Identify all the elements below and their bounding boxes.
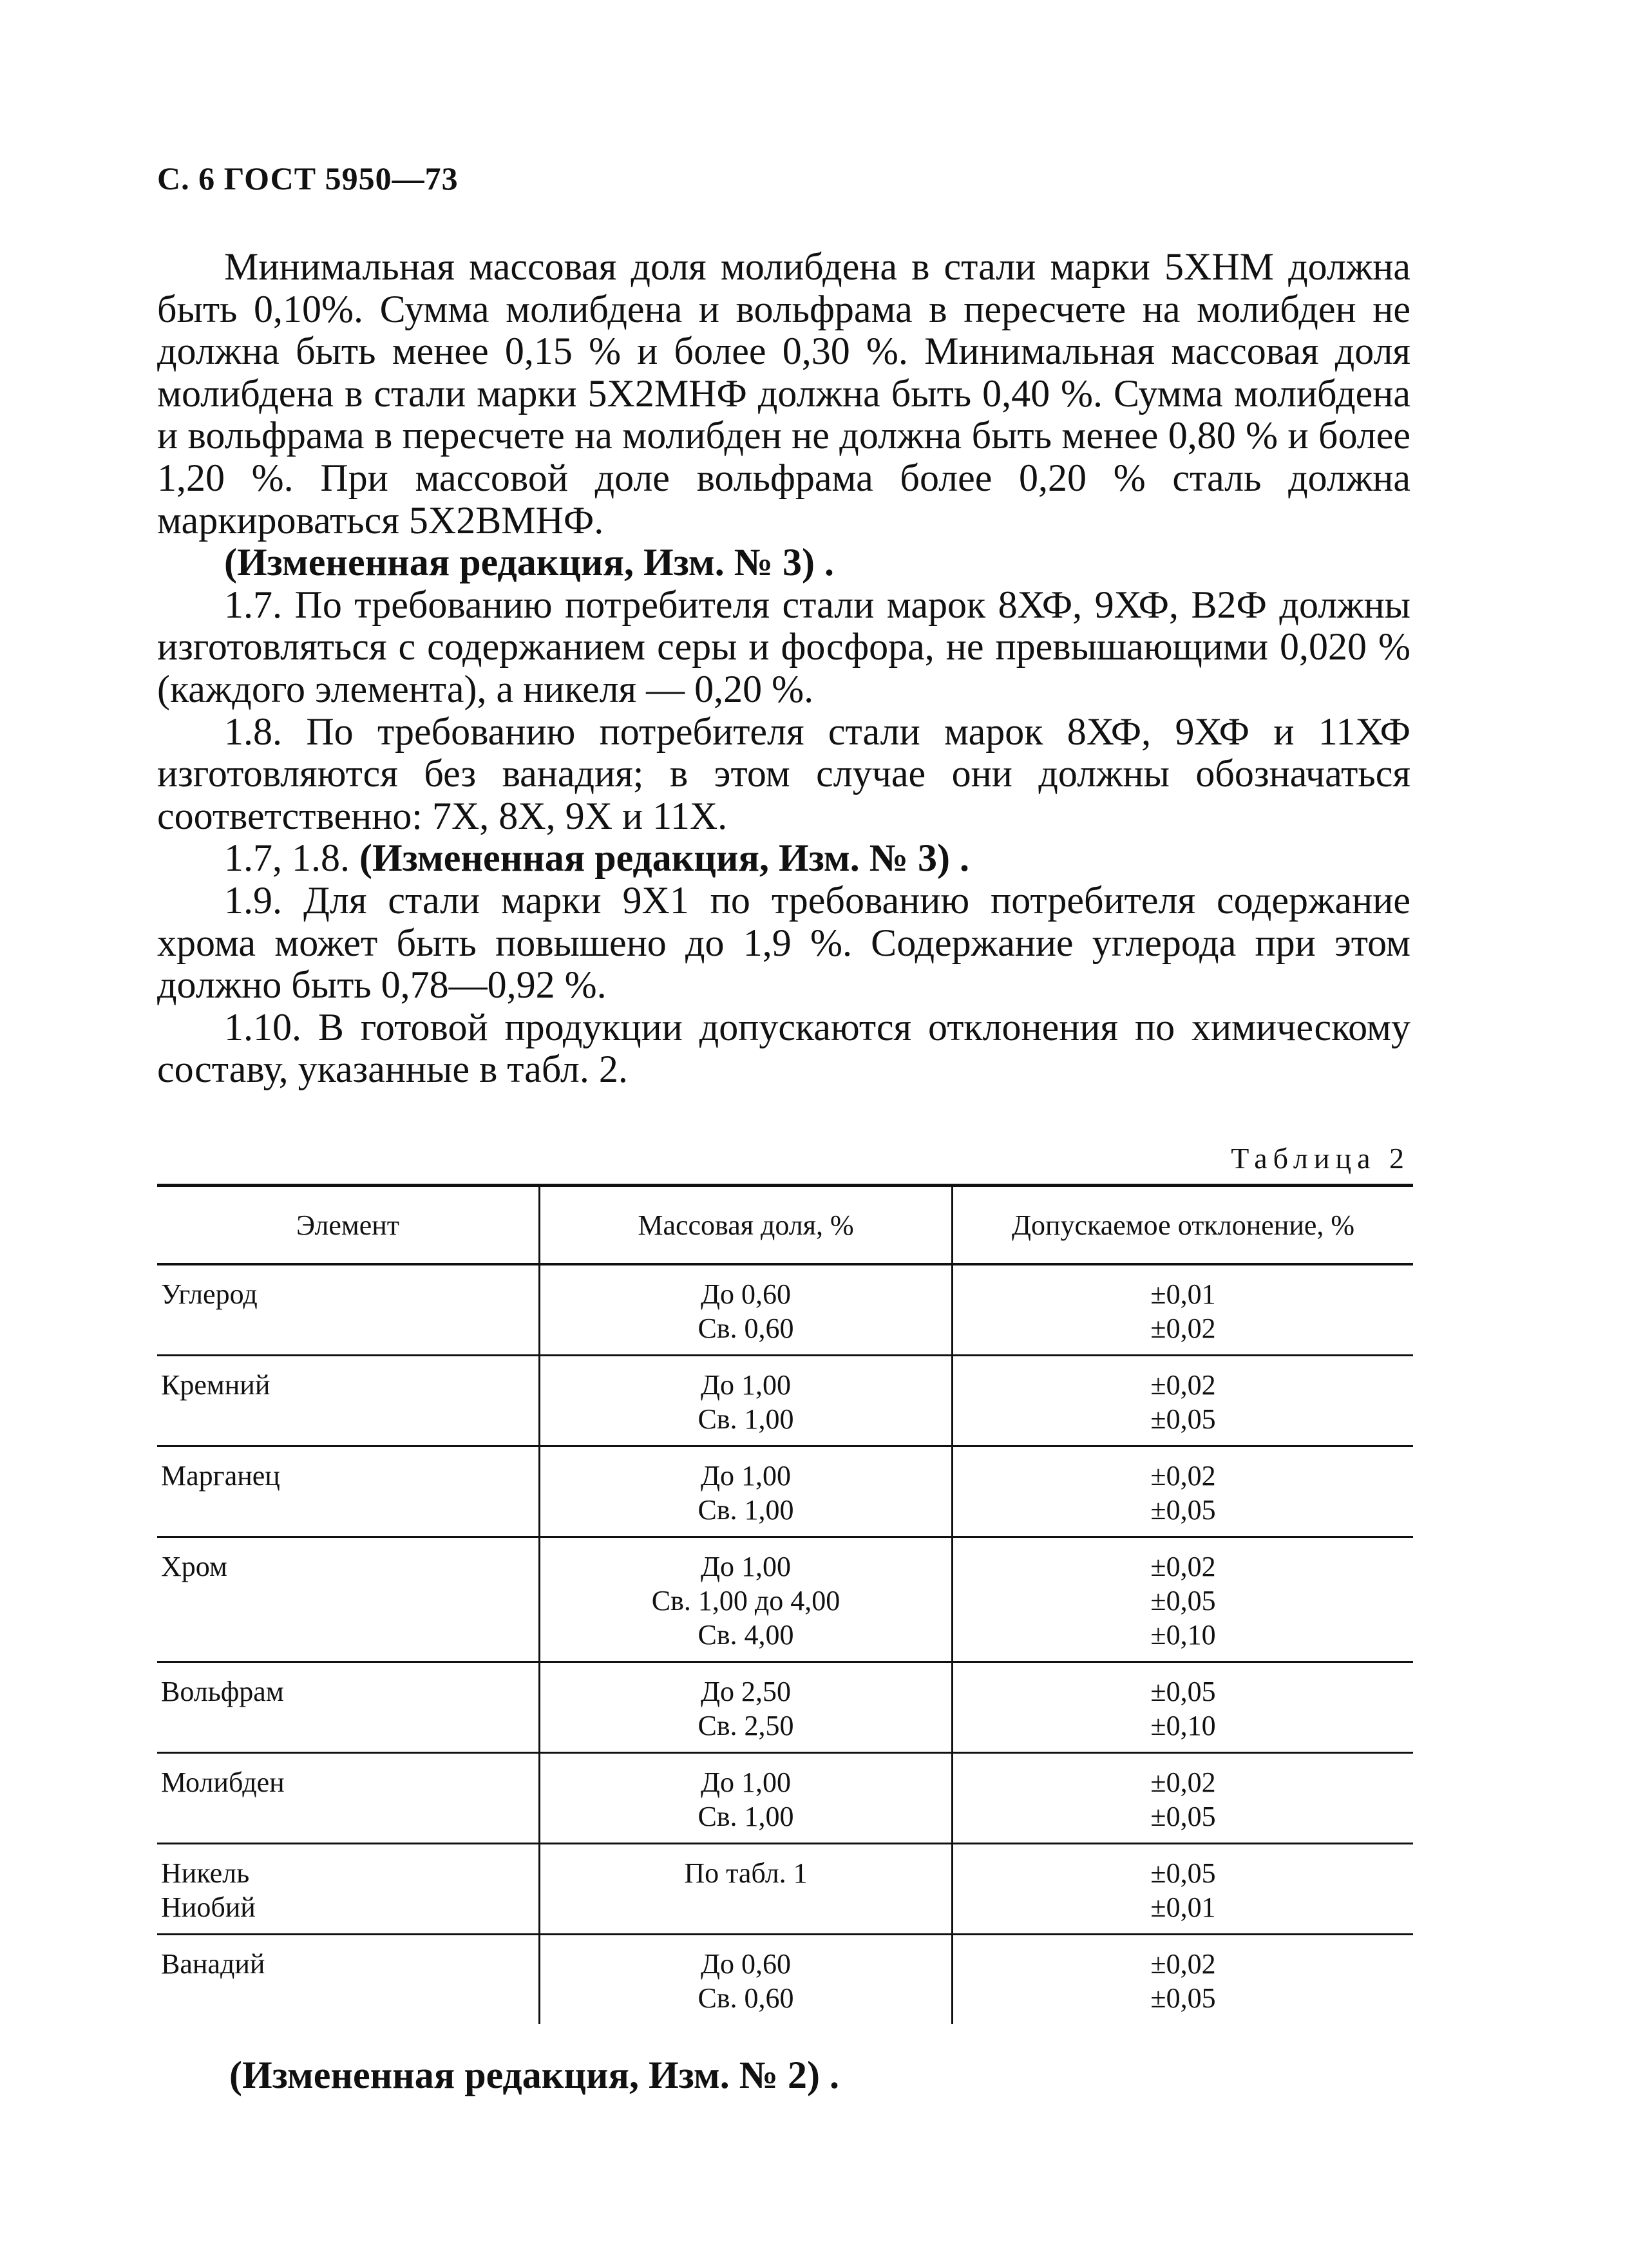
cell-mass-fraction-line: Св. 0,60 — [698, 1313, 794, 1344]
cell-deviation — [953, 1935, 1414, 2025]
header-element: Элемент — [157, 1186, 540, 1265]
cell-mass-fraction-line: До 2,50 — [700, 1676, 791, 1707]
cell-deviation-line: ±0,02 — [1150, 1551, 1216, 1582]
cell-mass-fraction — [540, 1662, 953, 1753]
table-row — [157, 1537, 1413, 1662]
cell-element — [157, 1356, 540, 1446]
paragraph-1-7-1-8-amendment — [157, 837, 1410, 880]
cell-element — [157, 1935, 540, 2025]
footer-amendment-note: (Измененная редакция, Изм. № 2) . — [229, 2054, 840, 2096]
cell-mass-fraction-line: До 1,00 — [700, 1767, 791, 1798]
table-row — [157, 1844, 1413, 1935]
cell-mass-fraction-line: Св. 1,00 — [698, 1403, 794, 1435]
table-row — [157, 1356, 1413, 1446]
cell-element — [157, 1446, 540, 1537]
cell-mass-fraction-line: Св. 4,00 — [698, 1619, 794, 1651]
table-row — [157, 1935, 1413, 2025]
cell-deviation — [953, 1264, 1414, 1356]
header-deviation: Допускаемое отклонение, % — [953, 1186, 1414, 1265]
cell-deviation-line: ±0,05 — [1150, 1676, 1216, 1707]
cell-deviation-line: ±0,01 — [1150, 1278, 1216, 1310]
cell-mass-fraction-line: До 0,60 — [700, 1278, 791, 1310]
cell-element — [157, 1753, 540, 1844]
cell-mass-fraction-line: Св. 2,50 — [698, 1710, 794, 1741]
cell-mass-fraction — [540, 1753, 953, 1844]
paragraph-molybdenum-requirements: Минимальная массовая доля молибдена в стали марки 5ХНМ должна быть 0,10%. Сумма молибдена и вольфрама в пересчете на молибден не должна быть менее 0,15 % и более 0,30 %. Минимальная массовая доля молибдена в стали марки 5Х2МНФ должна быть 0,40 %. Сумма молибдена и вольфрама в пересчете на молибден не должна быть менее 0,80 % и более 1,20 %. При массовой доле вольфрама более 0,20 % сталь должна маркироваться 5Х2ВМНФ. — [157, 245, 1410, 542]
cell-element-line: Никель — [161, 1857, 250, 1889]
cell-mass-fraction — [540, 1844, 953, 1935]
cell-deviation-line: ±0,05 — [1150, 1857, 1216, 1889]
cell-mass-fraction-line: Св. 1,00 до 4,00 — [651, 1585, 840, 1616]
header-mass-fraction: Массовая доля, % — [540, 1186, 953, 1265]
cell-mass-fraction — [540, 1264, 953, 1356]
cell-deviation-line: ±0,05 — [1150, 1801, 1216, 1832]
cell-element-line: Вольфрам — [161, 1676, 284, 1707]
cell-element-line: Ванадий — [161, 1948, 265, 1980]
cell-mass-fraction-line: До 1,00 — [700, 1369, 791, 1401]
amendment-prefix: 1.7, 1.8. — [224, 837, 359, 880]
cell-deviation-line: ±0,05 — [1150, 1585, 1216, 1616]
cell-element — [157, 1844, 540, 1935]
body-text — [157, 246, 1410, 1091]
cell-deviation-line: ±0,10 — [1150, 1619, 1216, 1651]
cell-deviation-line: ±0,05 — [1150, 1982, 1216, 2014]
cell-mass-fraction — [540, 1356, 953, 1446]
paragraph-1-8: 1.8. По требованию потребителя стали марок 8ХФ, 9ХФ и 11ХФ изготовляются без ванадия; в этом случае они должны обозначаться соответственно: 7Х, 8Х, 9Х и 11Х. — [157, 710, 1410, 837]
cell-deviation — [953, 1662, 1414, 1753]
cell-deviation-line: ±0,05 — [1150, 1403, 1216, 1435]
cell-deviation — [953, 1537, 1414, 1662]
paragraph-1-7: 1.7. По требованию потребителя стали марок 8ХФ, 9ХФ, В2Ф должны изготовляться с содержанием серы и фосфора, не превышающими 0,020 % (каждого элемента), а никеля — 0,20 %. — [157, 583, 1410, 710]
cell-deviation-line: ±0,02 — [1150, 1767, 1216, 1798]
cell-mass-fraction-line: Св. 1,00 — [698, 1494, 794, 1526]
table-header-row — [157, 1186, 1413, 1265]
cell-element-line: Углерод — [161, 1278, 258, 1310]
page-header: С. 6 ГОСТ 5950—73 — [157, 160, 459, 196]
cell-element-line: Молибден — [161, 1767, 285, 1798]
cell-element-line: Марганец — [161, 1460, 280, 1492]
cell-mass-fraction-line: До 1,00 — [700, 1460, 791, 1492]
cell-deviation-line: ±0,02 — [1150, 1948, 1216, 1980]
cell-mass-fraction-line: По табл. 1 — [684, 1857, 808, 1889]
cell-deviation-line: ±0,02 — [1150, 1369, 1216, 1401]
cell-deviation-line: ±0,05 — [1150, 1494, 1216, 1526]
cell-mass-fraction — [540, 1935, 953, 2025]
table-row — [157, 1753, 1413, 1844]
cell-deviation — [953, 1446, 1414, 1537]
cell-element-line: Ниобий — [161, 1891, 256, 1923]
cell-deviation-line: ±0,10 — [1150, 1710, 1216, 1741]
paragraph-amendment-3: (Измененная редакция, Изм. № 3) . — [224, 541, 835, 584]
cell-deviation — [953, 1844, 1414, 1935]
table-row — [157, 1446, 1413, 1537]
table-row — [157, 1264, 1413, 1356]
cell-element — [157, 1662, 540, 1753]
cell-element — [157, 1264, 540, 1356]
cell-deviation-line: ±0,01 — [1150, 1891, 1216, 1923]
cell-mass-fraction-line: До 0,60 — [700, 1948, 791, 1980]
table-caption: Таблица 2 — [1231, 1142, 1410, 1175]
cell-mass-fraction-line: Св. 1,00 — [698, 1801, 794, 1832]
cell-element-line: Кремний — [161, 1369, 271, 1401]
amendment-text: (Измененная редакция, Изм. № 3) . — [359, 837, 970, 880]
cell-mass-fraction — [540, 1537, 953, 1662]
table-body — [157, 1264, 1413, 2024]
cell-mass-fraction-line: До 1,00 — [700, 1551, 791, 1582]
cell-element — [157, 1537, 540, 1662]
table-row — [157, 1662, 1413, 1753]
cell-element-line: Хром — [161, 1551, 227, 1582]
cell-mass-fraction — [540, 1446, 953, 1537]
cell-deviation-line: ±0,02 — [1150, 1460, 1216, 1492]
chemical-deviation-table — [157, 1184, 1413, 2024]
paragraph-1-10: 1.10. В готовой продукции допускаются отклонения по химическому составу, указанные в табл. 2. — [157, 1005, 1410, 1091]
cell-mass-fraction-line: Св. 0,60 — [698, 1982, 794, 2014]
cell-deviation — [953, 1356, 1414, 1446]
cell-deviation-line: ±0,02 — [1150, 1313, 1216, 1344]
paragraph-1-9: 1.9. Для стали марки 9Х1 по требованию потребителя содержание хрома может быть повышено до 1,9 %. Содержание углерода при этом должно быть 0,78—0,92 %. — [157, 878, 1410, 1007]
cell-deviation — [953, 1753, 1414, 1844]
